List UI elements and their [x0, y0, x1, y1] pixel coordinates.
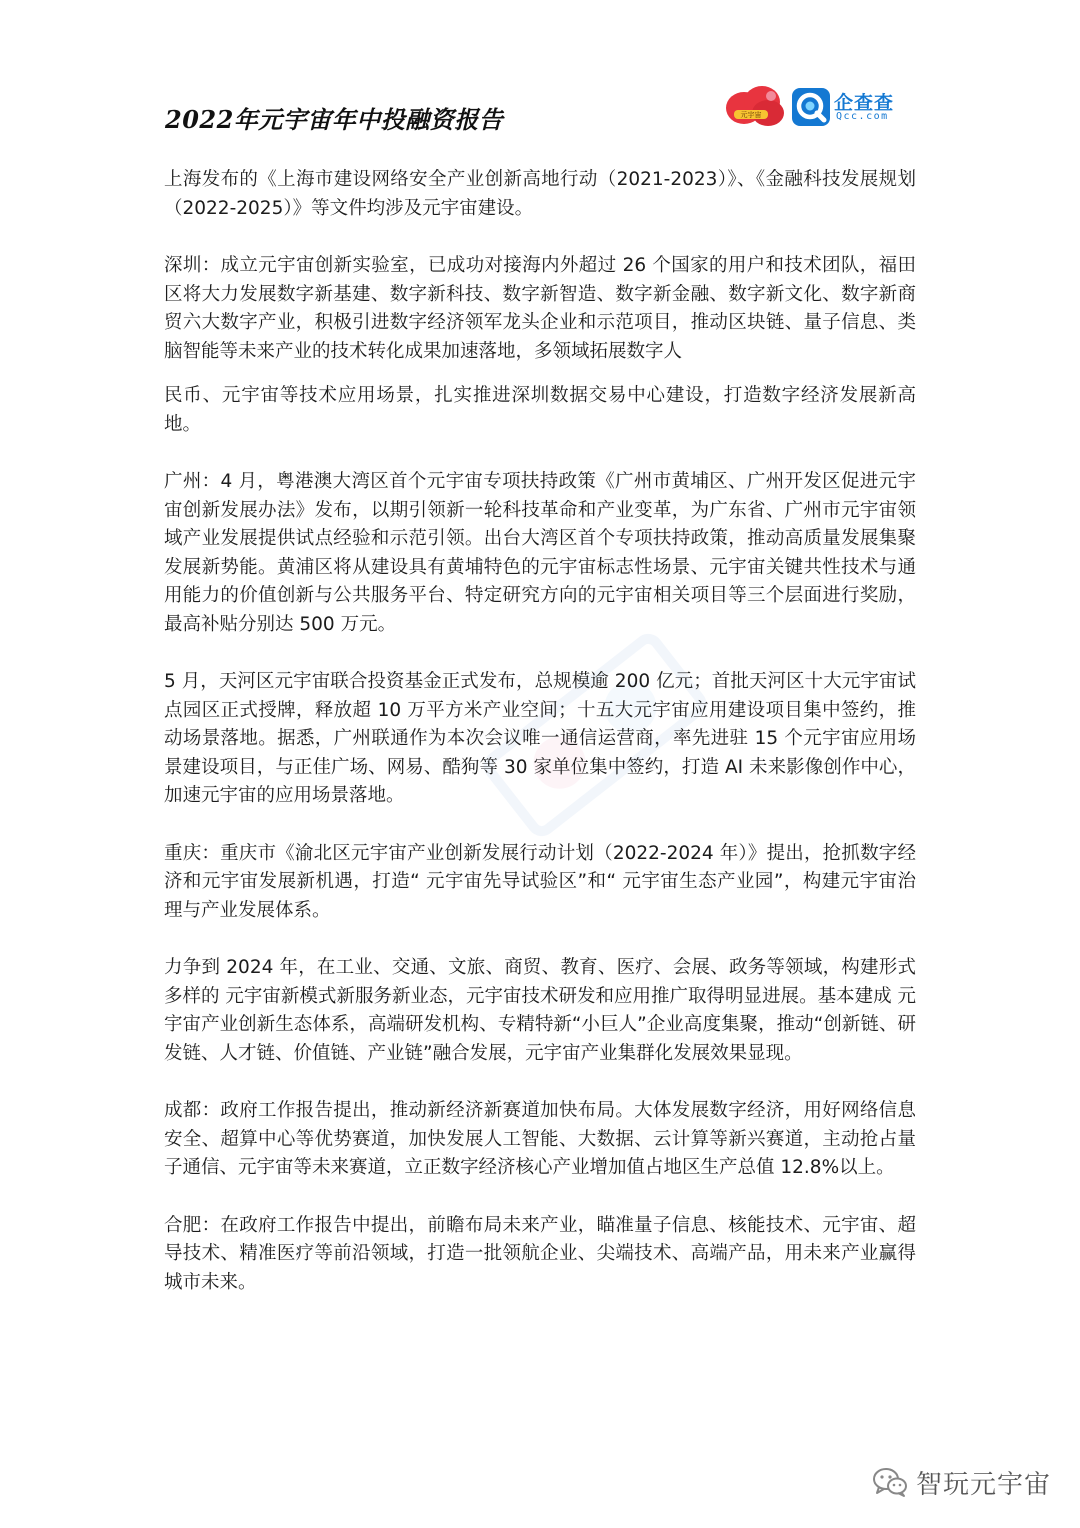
partner-logo	[724, 82, 786, 128]
page-header	[0, 0, 1080, 150]
paragraph-chongqing: 重庆：重庆市《渝北区元宇宙产业创新发展行动计划（2022-2024 年）》提出，抢抓数字经济和元宇宙发展新机遇，打造“ 元宇宙先导试验区”和“ 元宇宙生态产业园”，构建元宇宙治理与产业发展体系。	[164, 842, 916, 921]
qcc-logo-name: 企查查	[834, 92, 895, 114]
paragraph-chongqing-goals: 力争到 2024 年，在工业、交通、文旅、商贸、教育、医疗、会展、政务等领域，构建形式多样的 元宇宙新模式新服务新业态，元宇宙技术研发和应用推广取得明显进展。基本建成 元宇宙产业创新生态体系，高端研发机构、专精特新“小巨人”企业高度集聚，推动“创新链、研发链、人才链、价值链、产业链”融合发展，元宇宙产业集群化发展效果显现。	[164, 957, 916, 1064]
paragraph-tianhe: 5 月，天河区元宇宙联合投资基金正式发布，总规模逾 200 亿元；首批天河区十大元宇宙试点园区正式授牌，释放超 10 万平方米产业空间；十五大元宇宙应用建设项目集中签约，推动场景落地。据悉，广州联通作为本次会议唯一通信运营商，率先进驻 15 个元宇宙应用场景建设项目，与正佳广场、网易、酷狗等 30 家单位集中签约，打造 AI 未来影像创作中心，加速元宇宙的应用场景落地。	[164, 671, 916, 806]
qcc-logo	[792, 88, 912, 128]
partner-logo-text: 元宇宙	[740, 111, 762, 119]
paragraph-hefei: 合肥：在政府工作报告中提出，前瞻布局未来产业，瞄准量子信息、核能技术、元宇宙、超导技术、精准医疗等前沿领域，打造一批领航企业、尖端技术、高端产品，用未来产业赢得城市未来。	[164, 1214, 916, 1293]
footer-brand[interactable]	[872, 1464, 1051, 1500]
document-body	[164, 166, 916, 1326]
paragraph-shenzhen: 深圳：成立元宇宙创新实验室，已成功对接海内外超过 26 个国家的用户和技术团队，福田区将大力发展数字新基建、数字新科技、数字新智造、数字新金融、数字新文化、数字新商贸六大数字产业，积极引进数字经济领军龙头企业和示范项目，推动区块链、量子信息、类脑智能等未来产业的技术转化成果加速落地，多领域拓展数字人	[164, 255, 916, 362]
paragraph-shenzhen-continued: 民币、元宇宙等技术应用场景，扎实推进深圳数据交易中心建设，打造数字经济发展新高地。	[164, 385, 916, 435]
qcc-logo-domain: Qcc.com	[836, 111, 889, 122]
footer-brand-name: 智玩元宇宙	[916, 1469, 1052, 1500]
document-title: 2022年元宇宙年中投融资报告	[165, 105, 504, 134]
paragraph-guangzhou: 广州：4 月，粤港澳大湾区首个元宇宙专项扶持政策《广州市黄埔区、广州开发区促进元宇宙创新发展办法》发布，以期引领新一轮科技革命和产业变革，为广东省、广州市元宇宙领域产业发展提供试点经验和示范引领。出台大湾区首个专项扶持政策，推动高质量发展集聚发展新势能。黄浦区将从建设具有黄埔特色的元宇宙标志性场景、元宇宙关键共性技术与通用能力的价值创新与公共服务平台、特定研究方向的元宇宙相关项目等三个层面进行奖励，最高补贴分别达 500 万元。	[164, 471, 916, 635]
paragraph-shanghai: 上海发布的《上海市建设网络安全产业创新高地行动（2021-2023）》、《金融科技发展规划（2022-2025）》等文件均涉及元宇宙建设。	[164, 169, 916, 219]
wechat-icon	[872, 1466, 908, 1498]
qcc-logo-icon	[792, 88, 830, 126]
paragraph-chengdu: 成都：政府工作报告提出，推动新经济新赛道加快布局。大体发展数字经济，用好网络信息安全、超算中心等优势赛道，加快发展人工智能、大数据、云计算等新兴赛道，主动抢占量子通信、元宇宙等未来赛道，立正数字经济核心产业增加值占地区生产总值 12.8%以上。	[164, 1100, 916, 1178]
